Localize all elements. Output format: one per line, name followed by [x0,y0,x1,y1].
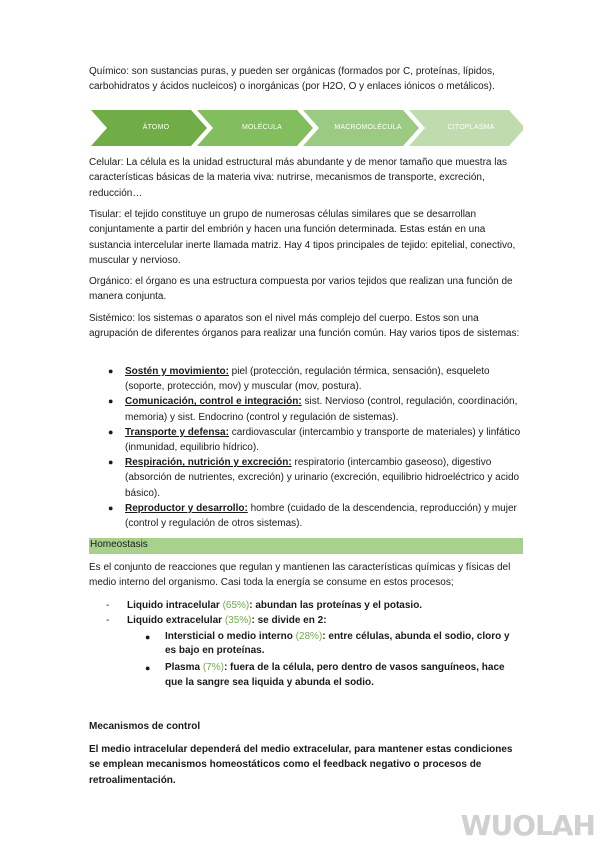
bullet-icon: ● [108,426,114,437]
percentage: (28%) [295,630,323,642]
list-item [89,394,521,424]
sub-label: Plasma [165,662,201,673]
homeostasis-heading: Homeostasis [90,539,148,550]
percentage: (35%) [224,615,252,627]
list-item [89,661,521,690]
bullet-icon: ● [145,663,151,673]
liquid-label: Liquido intracelular [127,600,220,611]
system-text: hombre (cuidado de la descendencia, reproducción) y mujer (control y regulación de otros sistemas). [125,502,517,530]
system-text: cardiovascular (intercambio y transporte de materiales) y linfático (inmunidad, equilibrio hídrico). [125,426,521,454]
bullet-icon: ● [108,366,114,376]
dash-icon: - [106,600,110,611]
arrow-label-atomo: ÁTOMO [142,124,170,131]
liquid-text: : abundan las proteínas y el potasio. [249,600,423,611]
liquid-label: Liquido extracelular [127,615,223,627]
arrow-label-citoplasma: CITOPLASMA [447,124,495,131]
tisular-paragraph: Tisular: el tejido constituye un grupo de numerosas células similares que se desarrollan conjuntamente a partir del embrión y hacen una función determinada. Estas están en una sustancia intercelular inerte llamada matriz. Hay 4 tipos principales de tejido: epitelial, conectivo, muscular y nervioso. [89,209,516,267]
percentage: (7%) [202,662,224,673]
system-title: Respiración, nutrición y excreción: [125,457,292,469]
system-title: Reproductor y desarrollo: [125,502,248,514]
sub-text: : entre células, abunda el sodio, cloro y es bajo en proteínas. [165,630,510,657]
levels-arrow-diagram [91,110,523,146]
dash-icon: - [106,615,110,627]
system-text: sist. Nervioso (control, regulación, coordinación, memoria) y sist. Endocrino (control y regulación de sistemas). [125,396,518,423]
homeostasis-intro: Es el conjunto de reacciones que regulan y mantienen las características químicas y físicas del medio interno del organismo. Casi toda la energía se consume en estos procesos; [89,562,511,589]
list-item [89,630,521,659]
organico-paragraph: Orgánico: el órgano es una estructura compuesta por varios tejidos que realizan una función de manera conjunta. [89,276,513,303]
celular-paragraph: Celular: La célula es la unidad estructural más abundante y de menor tamaño que muestra las características básicas de la materia viva: nutrirse, mecanismos de transporte, excreción, reducción… [89,157,508,199]
list-item [89,425,521,455]
mecanismos-paragraph: El medio intracelular dependerá del medio extracelular, para mantener estas condiciones se emplean mecanismos homeostáticos como el feedback negativo o procesos de retroalimentación. [89,744,513,786]
list-item [89,455,521,501]
liquids-list [89,598,521,690]
bullet-icon: ● [108,457,114,468]
systems-list [89,364,521,531]
sub-label: Intersticial o medio interno [165,630,293,642]
system-title: Transporte y defensa: [125,426,229,438]
system-text: respiratorio (intercambio gaseoso), digestivo (absorción de nutrientes, excreción) y urinario (excreción, equilibrio hidroeléctrico y acido básico). [125,457,520,499]
arrow-label-macromolecula: MACROMOLÉCULA [334,124,402,131]
liquid-text: : se divide en 2: [251,615,327,627]
system-title: Comunicación, control e integración: [125,396,302,408]
bullet-icon: ● [108,502,114,513]
list-item [89,364,521,394]
quimico-paragraph: Químico: son sustancias puras, y pueden ser orgánicas (formados por C, proteínas, lípidos, carbohidratos y ácidos nucleicos) o inorgánicas (por H2O, O y enlaces iónicos o metálicos). [89,66,495,93]
wuolah-watermark-logo: WUOLAH [460,809,595,842]
sub-text: : fuera de la célula, pero dentro de vasos sanguíneos, hace que la sangre sea liquida y abunda el sodio. [165,662,505,688]
system-text: piel (protección, regulación térmica, sensación), esqueleto (soporte, protección, mov) y muscular (mov, postura). [125,366,490,393]
homeostasis-heading-bar [89,538,523,554]
system-title: Sostén y movimiento: [125,366,229,377]
list-item [89,501,521,531]
mecanismos-heading: Mecanismos de control [89,721,201,732]
bullet-icon: ● [108,396,114,407]
bullet-icon: ● [145,631,151,642]
list-item [89,613,521,628]
percentage: (65%) [222,600,250,611]
list-item [89,598,521,613]
sistemico-paragraph: Sistémico: los sistemas o aparatos son el nivel más complejo del cuerpo. Estos son una agrupación de diferentes órganos para realizar una función común. Hay varios tipos de sistemas: [89,313,520,340]
arrow-label-molecula: MOLÉCULA [241,124,283,131]
